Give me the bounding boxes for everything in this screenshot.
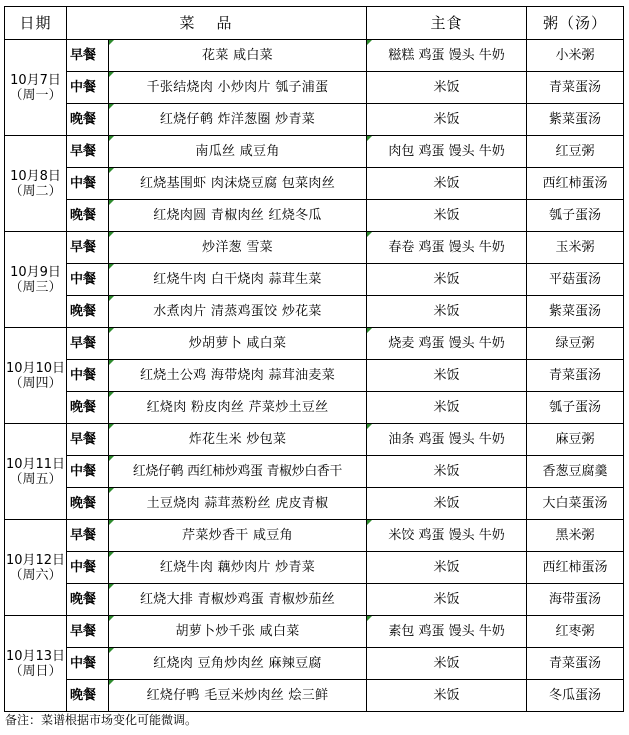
- dish-cell: 红烧肉 粉皮肉丝 芹菜炒土豆丝: [109, 392, 367, 424]
- staple-cell: 米饭: [367, 392, 527, 424]
- menu-row: [5, 648, 624, 680]
- dish-cell: 红烧仔鹌 炸洋葱圈 炒青菜: [109, 104, 367, 136]
- soup-cell: 麻豆粥: [527, 424, 624, 456]
- meal-label: 早餐: [67, 520, 109, 552]
- staple-cell: 烧麦 鸡蛋 馒头 牛奶: [367, 328, 527, 360]
- menu-row: [5, 328, 624, 360]
- menu-row: [5, 680, 624, 712]
- menu-row: [5, 584, 624, 616]
- day-weekday: （周日）: [9, 663, 62, 679]
- dish-cell: 千张结烧肉 小炒肉片 瓠子浦蛋: [109, 72, 367, 104]
- day-weekday: （周三）: [9, 279, 62, 295]
- staple-cell: 米饭: [367, 72, 527, 104]
- staple-cell: 米饭: [367, 168, 527, 200]
- day-date-cell: [5, 136, 67, 232]
- dish-cell: 胡萝卜炒千张 咸白菜: [109, 616, 367, 648]
- dish-cell: 红烧牛肉 白干烧肉 蒜茸生菜: [109, 264, 367, 296]
- menu-row: [5, 616, 624, 648]
- header-row: [5, 7, 624, 40]
- day-date: 10月12日: [5, 552, 66, 568]
- soup-cell: 香葱豆腐羹: [527, 456, 624, 488]
- menu-body: [5, 40, 624, 712]
- footnote: 备注：菜谱根据市场变化可能微调。: [5, 713, 198, 727]
- day-date: 10月8日: [10, 168, 61, 184]
- menu-row: [5, 456, 624, 488]
- meal-label: 早餐: [67, 136, 109, 168]
- soup-cell: 大白菜蛋汤: [527, 488, 624, 520]
- meal-label: 晚餐: [67, 584, 109, 616]
- soup-cell: 绿豆粥: [527, 328, 624, 360]
- day-date-cell: [5, 328, 67, 424]
- dish-cell: 红烧土公鸡 海带烧肉 蒜茸油麦菜: [109, 360, 367, 392]
- meal-label: 中餐: [67, 456, 109, 488]
- staple-cell: 米饭: [367, 296, 527, 328]
- day-date-cell: [5, 232, 67, 328]
- weekly-menu-table: [4, 6, 624, 712]
- menu-row: [5, 488, 624, 520]
- day-date: 10月13日: [5, 648, 66, 664]
- meal-label: 晚餐: [67, 104, 109, 136]
- menu-row: [5, 552, 624, 584]
- menu-row: [5, 40, 624, 72]
- menu-row: [5, 72, 624, 104]
- menu-row: [5, 200, 624, 232]
- day-weekday: （周五）: [9, 471, 62, 487]
- day-weekday: （周六）: [9, 567, 62, 583]
- dish-cell: 红烧牛肉 藕炒肉片 炒青菜: [109, 552, 367, 584]
- day-date-cell: [5, 40, 67, 136]
- staple-cell: 糍糕 鸡蛋 馒头 牛奶: [367, 40, 527, 72]
- menu-row: [5, 232, 624, 264]
- soup-cell: 青菜蛋汤: [527, 360, 624, 392]
- staple-cell: 米饭: [367, 360, 527, 392]
- header-date: 日期: [5, 7, 67, 40]
- soup-cell: 瓠子蛋汤: [527, 392, 624, 424]
- dish-cell: 炒胡萝卜 咸白菜: [109, 328, 367, 360]
- menu-row: [5, 168, 624, 200]
- dish-cell: 炸花生米 炒包菜: [109, 424, 367, 456]
- menu-row: [5, 104, 624, 136]
- soup-cell: 西红柿蛋汤: [527, 552, 624, 584]
- menu-row: [5, 392, 624, 424]
- meal-label: 晚餐: [67, 488, 109, 520]
- staple-cell: 油条 鸡蛋 馒头 牛奶: [367, 424, 527, 456]
- menu-row: [5, 136, 624, 168]
- soup-cell: 红豆粥: [527, 136, 624, 168]
- day-date: 10月10日: [5, 360, 66, 376]
- meal-label: 中餐: [67, 168, 109, 200]
- menu-row: [5, 296, 624, 328]
- soup-cell: 小米粥: [527, 40, 624, 72]
- menu-row: [5, 520, 624, 552]
- dish-cell: 红烧大排 青椒炒鸡蛋 青椒炒茄丝: [109, 584, 367, 616]
- header-dish: 菜品: [67, 7, 367, 40]
- meal-label: 中餐: [67, 648, 109, 680]
- menu-row: [5, 360, 624, 392]
- meal-label: 中餐: [67, 360, 109, 392]
- day-weekday: （周四）: [9, 375, 62, 391]
- dish-cell: 红烧仔鸭 毛豆米炒肉丝 烩三鲜: [109, 680, 367, 712]
- dish-cell: 芹菜炒香干 咸豆角: [109, 520, 367, 552]
- day-date: 10月11日: [5, 456, 66, 472]
- staple-cell: 米饺 鸡蛋 馒头 牛奶: [367, 520, 527, 552]
- day-weekday: （周一）: [9, 87, 62, 103]
- menu-row: [5, 264, 624, 296]
- soup-cell: 冬瓜蛋汤: [527, 680, 624, 712]
- meal-label: 晚餐: [67, 392, 109, 424]
- meal-label: 早餐: [67, 616, 109, 648]
- soup-cell: 海带蛋汤: [527, 584, 624, 616]
- soup-cell: 西红柿蛋汤: [527, 168, 624, 200]
- meal-label: 晚餐: [67, 200, 109, 232]
- soup-cell: 紫菜蛋汤: [527, 104, 624, 136]
- meal-label: 早餐: [67, 40, 109, 72]
- staple-cell: 春卷 鸡蛋 馒头 牛奶: [367, 232, 527, 264]
- dish-cell: 土豆烧肉 蒜茸蒸粉丝 虎皮青椒: [109, 488, 367, 520]
- meal-label: 早餐: [67, 424, 109, 456]
- day-date: 10月7日: [10, 72, 61, 88]
- soup-cell: 青菜蛋汤: [527, 648, 624, 680]
- dish-cell: 花菜 咸白菜: [109, 40, 367, 72]
- meal-label: 中餐: [67, 264, 109, 296]
- meal-label: 晚餐: [67, 680, 109, 712]
- dish-cell: 红烧基围虾 肉沫烧豆腐 包菜肉丝: [109, 168, 367, 200]
- staple-cell: 米饭: [367, 680, 527, 712]
- day-date-cell: [5, 424, 67, 520]
- day-date: 10月9日: [10, 264, 61, 280]
- dish-cell: 水煮肉片 清蒸鸡蛋饺 炒花菜: [109, 296, 367, 328]
- soup-cell: 玉米粥: [527, 232, 624, 264]
- staple-cell: 米饭: [367, 200, 527, 232]
- staple-cell: 米饭: [367, 104, 527, 136]
- soup-cell: 紫菜蛋汤: [527, 296, 624, 328]
- meal-label: 早餐: [67, 232, 109, 264]
- dish-cell: 红烧肉 豆角炒肉丝 麻辣豆腐: [109, 648, 367, 680]
- day-date-cell: [5, 616, 67, 712]
- staple-cell: 米饭: [367, 488, 527, 520]
- staple-cell: 米饭: [367, 648, 527, 680]
- soup-cell: 黑米粥: [527, 520, 624, 552]
- staple-cell: 米饭: [367, 584, 527, 616]
- soup-cell: 瓠子蛋汤: [527, 200, 624, 232]
- dish-cell: 红烧肉圆 青椒肉丝 红烧冬瓜: [109, 200, 367, 232]
- meal-label: 中餐: [67, 72, 109, 104]
- meal-label: 早餐: [67, 328, 109, 360]
- dish-cell: 红烧仔鹌 西红柿炒鸡蛋 青椒炒白香干: [109, 456, 367, 488]
- menu-row: [5, 424, 624, 456]
- meal-label: 晚餐: [67, 296, 109, 328]
- staple-cell: 米饭: [367, 264, 527, 296]
- day-weekday: （周二）: [9, 183, 62, 199]
- soup-cell: 红枣粥: [527, 616, 624, 648]
- day-date-cell: [5, 520, 67, 616]
- staple-cell: 米饭: [367, 552, 527, 584]
- staple-cell: 素包 鸡蛋 馒头 牛奶: [367, 616, 527, 648]
- meal-label: 中餐: [67, 552, 109, 584]
- dish-cell: 炒洋葱 雪菜: [109, 232, 367, 264]
- staple-cell: 肉包 鸡蛋 馒头 牛奶: [367, 136, 527, 168]
- staple-cell: 米饭: [367, 456, 527, 488]
- dish-cell: 南瓜丝 咸豆角: [109, 136, 367, 168]
- header-staple: 主食: [367, 7, 527, 40]
- soup-cell: 青菜蛋汤: [527, 72, 624, 104]
- header-soup: 粥（汤）: [527, 7, 624, 40]
- soup-cell: 平菇蛋汤: [527, 264, 624, 296]
